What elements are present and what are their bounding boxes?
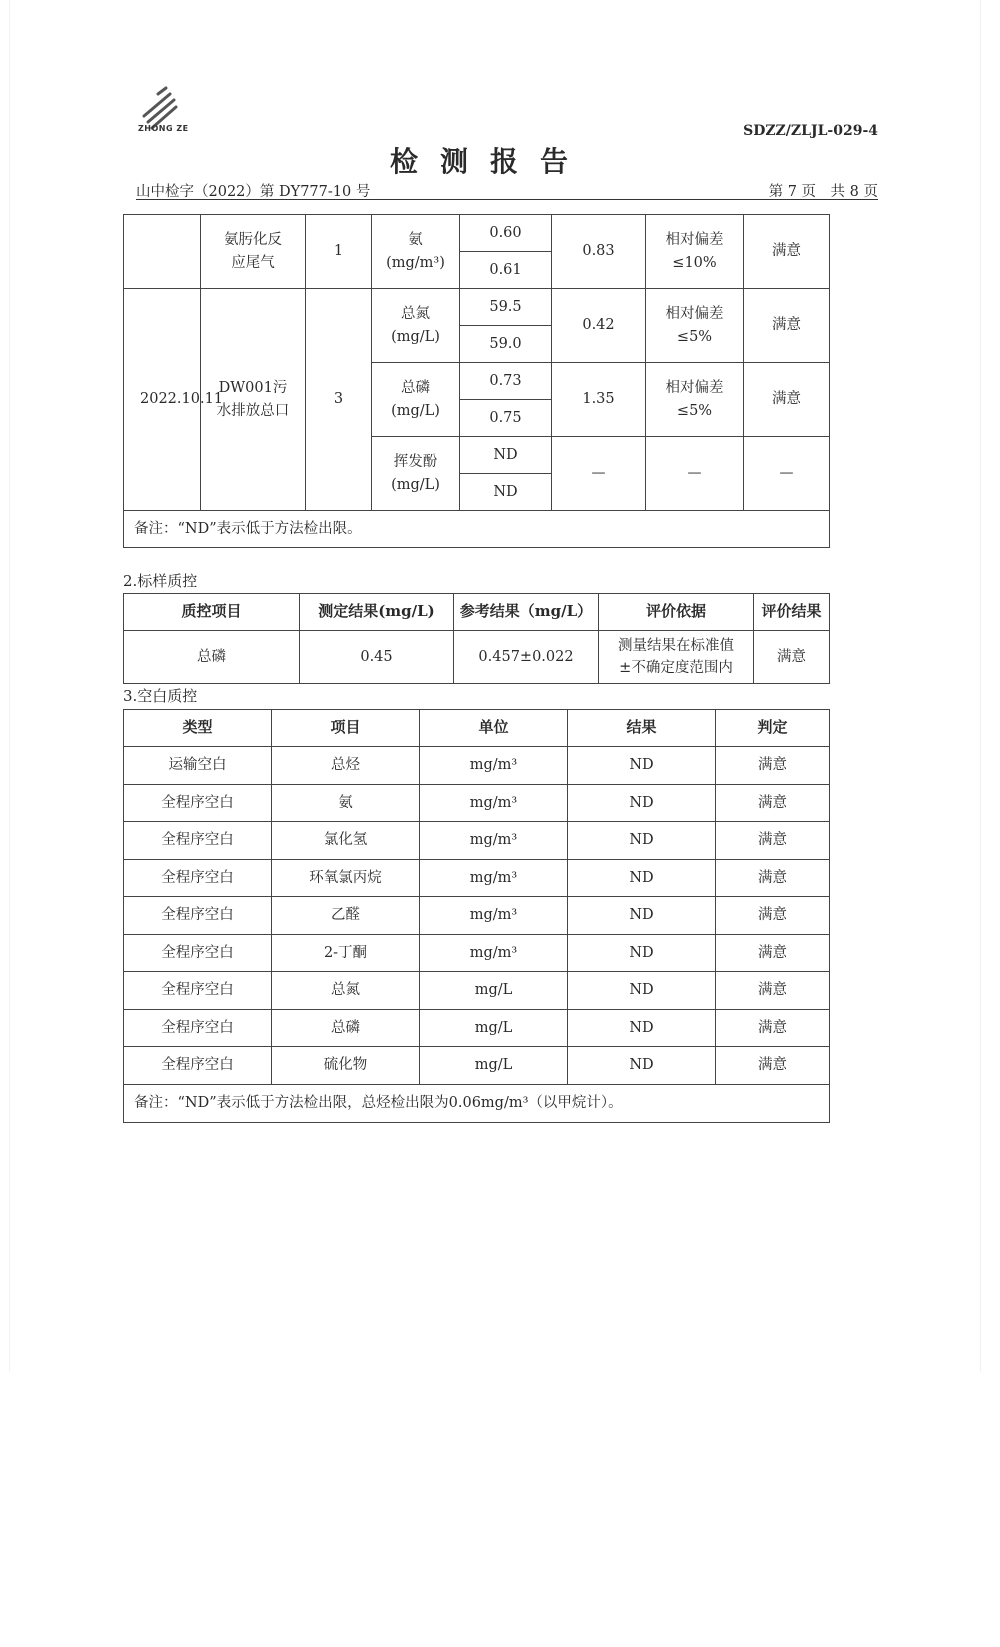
reference-cell: 0.457±0.022 xyxy=(454,631,599,684)
sample-name-cell: 氨肟化反应尾气 xyxy=(201,215,306,289)
item-name: 总磷 xyxy=(401,380,430,397)
unit-cell: mg/L xyxy=(420,972,568,1010)
sample-count-cell: 1 xyxy=(306,215,372,289)
value-cell-2: 0.75 xyxy=(460,400,552,437)
item-cell: 总磷 xyxy=(272,1009,420,1047)
column-header: 判定 xyxy=(716,710,830,747)
item-name: 挥发酚 xyxy=(393,454,438,471)
unit-cell: mg/L xyxy=(420,1009,568,1047)
result-cell: 满意 xyxy=(744,289,830,363)
deviation-cell: 0.83 xyxy=(552,215,646,289)
value-cell-1: 59.5 xyxy=(460,289,552,326)
result-cell: ND xyxy=(568,897,716,935)
item-unit: (mg/L) xyxy=(391,328,440,345)
unit-cell: mg/m³ xyxy=(420,859,568,897)
column-header: 结果 xyxy=(568,710,716,747)
section-heading: 2.标样质控 xyxy=(123,572,198,590)
judge-cell: 满意 xyxy=(716,859,830,897)
result-cell: ND xyxy=(568,784,716,822)
location-cell: DW001污水排放总口 xyxy=(201,289,306,511)
result-cell: 满意 xyxy=(744,215,830,289)
type-cell: 全程序空白 xyxy=(124,1009,272,1047)
item-unit: (mg/L) xyxy=(391,402,440,419)
item-unit: (mg/L) xyxy=(391,476,440,493)
judge-cell: 满意 xyxy=(716,972,830,1010)
result-cell: — xyxy=(744,437,830,511)
item-name: 氨 xyxy=(408,232,423,249)
item-unit: (mg/m³) xyxy=(386,254,445,271)
item-cell: 氯化氢 xyxy=(272,822,420,860)
parallel-sample-table xyxy=(123,214,830,548)
result-cell: ND xyxy=(568,747,716,785)
column-header: 单位 xyxy=(420,710,568,747)
page-title: 检测报告 xyxy=(390,145,591,178)
basis-cell: 测量结果在标准值±不确定度范围内 xyxy=(599,631,754,684)
deviation-cell: 1.35 xyxy=(552,363,646,437)
result-cell: ND xyxy=(568,1009,716,1047)
item-name: 总氮 xyxy=(401,306,430,323)
result-cell: ND xyxy=(568,934,716,972)
value-cell-2: 59.0 xyxy=(460,326,552,363)
header-divider xyxy=(136,199,878,200)
column-header: 测定结果(mg/L) xyxy=(300,594,454,631)
type-cell: 全程序空白 xyxy=(124,897,272,935)
item-cell xyxy=(372,215,460,289)
value-cell-1: 0.73 xyxy=(460,363,552,400)
item-cell: 环氧氯丙烷 xyxy=(272,859,420,897)
criterion-cell: 相对偏差≤5% xyxy=(646,363,744,437)
column-header: 参考结果（mg/L） xyxy=(454,594,599,631)
measured-cell: 0.45 xyxy=(300,631,454,684)
date-cell: 2022.10.11 xyxy=(124,289,201,511)
page-number: 第 7 页 共 8 页 xyxy=(768,184,878,200)
column-header: 评价结果 xyxy=(754,594,830,631)
judge-cell: 满意 xyxy=(716,897,830,935)
table-note: 备注：“ND”表示低于方法检出限。 xyxy=(124,511,830,548)
column-header: 质控项目 xyxy=(124,594,300,631)
logo-text: ZHONG ZE xyxy=(138,124,189,133)
type-cell: 全程序空白 xyxy=(124,1047,272,1085)
unit-cell: mg/m³ xyxy=(420,897,568,935)
table-note: 备注：“ND”表示低于方法检出限，总烃检出限为0.06mg/m³（以甲烷计）。 xyxy=(124,1084,830,1122)
unit-cell: mg/m³ xyxy=(420,784,568,822)
judge-cell: 满意 xyxy=(716,747,830,785)
unit-cell: mg/m³ xyxy=(420,822,568,860)
result-cell: 满意 xyxy=(744,363,830,437)
judge-cell: 满意 xyxy=(716,934,830,972)
result-cell: ND xyxy=(568,972,716,1010)
value-cell-1: 0.60 xyxy=(460,215,552,252)
sample-count-cell: 3 xyxy=(306,289,372,511)
judge-cell: 满意 xyxy=(716,822,830,860)
result-cell: ND xyxy=(568,859,716,897)
report-number: 山中检字（2022）第 DY777-10 号 xyxy=(136,184,371,200)
section-heading: 3.空白质控 xyxy=(123,687,198,705)
item-cell: 氨 xyxy=(272,784,420,822)
unit-cell: mg/L xyxy=(420,1047,568,1085)
item-cell xyxy=(372,289,460,363)
type-cell: 全程序空白 xyxy=(124,934,272,972)
criterion-cell: 相对偏差≤10% xyxy=(646,215,744,289)
column-header: 类型 xyxy=(124,710,272,747)
blank-qc-table xyxy=(123,709,830,1123)
unit-cell: mg/m³ xyxy=(420,747,568,785)
judge-cell: 满意 xyxy=(716,1047,830,1085)
result-cell: ND xyxy=(568,822,716,860)
judge-cell: 满意 xyxy=(716,784,830,822)
result-cell: ND xyxy=(568,1047,716,1085)
qc-item-cell: 总磷 xyxy=(124,631,300,684)
item-cell: 硫化物 xyxy=(272,1047,420,1085)
unit-cell: mg/m³ xyxy=(420,934,568,972)
criterion-cell: 相对偏差≤5% xyxy=(646,289,744,363)
standard-sample-table xyxy=(123,593,830,684)
column-header: 评价依据 xyxy=(599,594,754,631)
type-cell: 全程序空白 xyxy=(124,822,272,860)
item-cell: 乙醛 xyxy=(272,897,420,935)
type-cell: 全程序空白 xyxy=(124,784,272,822)
value-cell-2: ND xyxy=(460,474,552,511)
criterion-cell: — xyxy=(646,437,744,511)
type-cell: 全程序空白 xyxy=(124,859,272,897)
evaluation-cell: 满意 xyxy=(754,631,830,684)
item-cell: 总氮 xyxy=(272,972,420,1010)
deviation-cell: 0.42 xyxy=(552,289,646,363)
value-cell-2: 0.61 xyxy=(460,252,552,289)
judge-cell: 满意 xyxy=(716,1009,830,1047)
item-cell: 2-丁酮 xyxy=(272,934,420,972)
column-header: 项目 xyxy=(272,710,420,747)
report-page xyxy=(10,0,980,1372)
value-cell-1: ND xyxy=(460,437,552,474)
date-cell-empty xyxy=(124,215,201,289)
type-cell: 运输空白 xyxy=(124,747,272,785)
document-code: SDZZ/ZLJL-029-4 xyxy=(743,123,878,139)
type-cell: 全程序空白 xyxy=(124,972,272,1010)
item-cell: 总烃 xyxy=(272,747,420,785)
item-cell xyxy=(372,363,460,437)
item-cell xyxy=(372,437,460,511)
deviation-cell: — xyxy=(552,437,646,511)
